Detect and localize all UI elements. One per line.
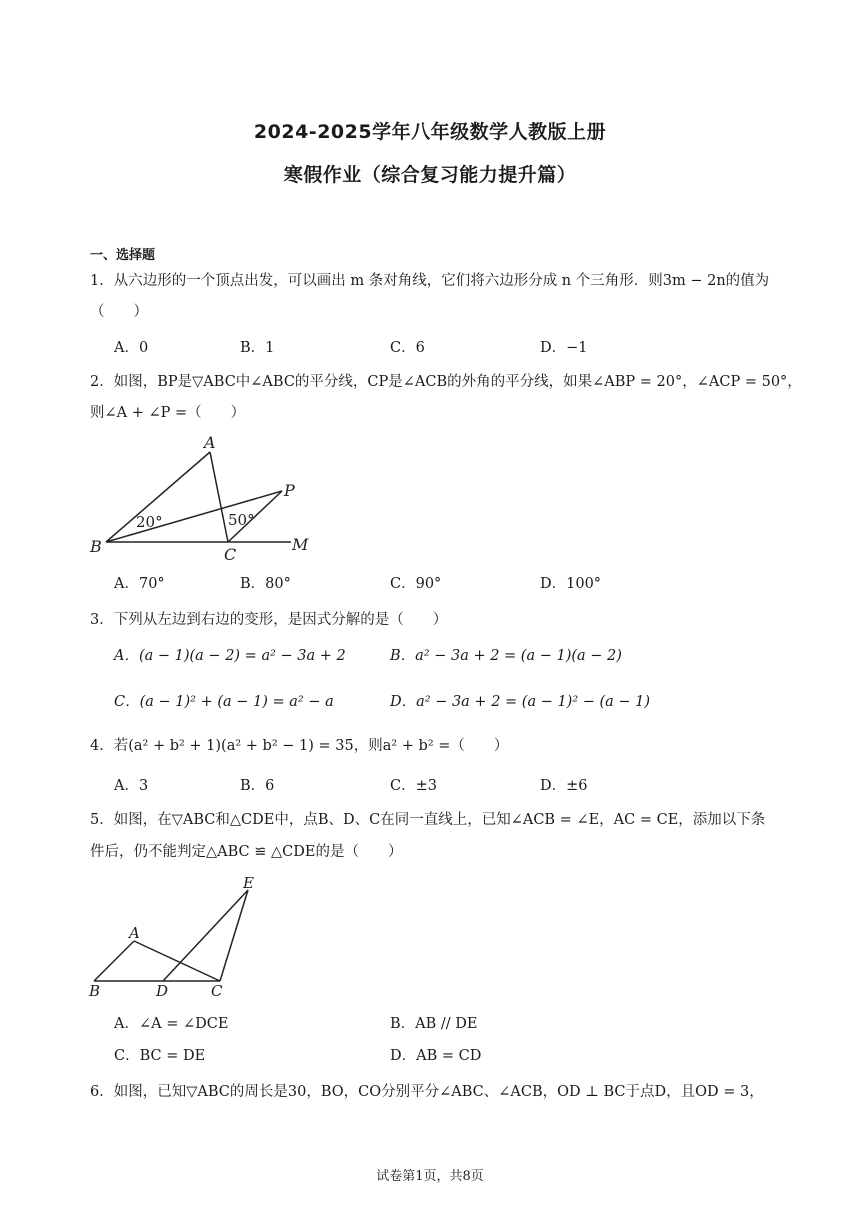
segment-ac [210, 452, 228, 542]
label-a: A [204, 433, 216, 452]
question-6-line-1 [90, 1082, 780, 1102]
page-title-line2: 寒假作业（综合复习能力提升篇） [283, 164, 577, 186]
label-b: B [90, 537, 102, 556]
question-1-option-d[interactable]: D．−1 [540, 340, 588, 356]
label-c: C [224, 545, 237, 564]
question-5-text: 如图，在▽ABC和△CDE中，点B、D、C在同一直线上，已知∠ACB = ∠E，AC = CE，添加以下条 [113, 812, 766, 828]
segment-de [163, 890, 248, 981]
segment-ce [220, 890, 248, 981]
question-1-line-2: （ ） [90, 304, 148, 320]
segment-ba [94, 941, 134, 981]
label-b: B [89, 982, 101, 1000]
question-3-option-c[interactable]: C．(a − 1)² + (a − 1) = a² − a [114, 694, 334, 710]
section-title: 一、选择题 [90, 248, 156, 263]
question-2-option-a[interactable]: A．70° [114, 576, 165, 592]
question-2-option-c[interactable]: C．90° [390, 576, 442, 592]
question-5-line-2: 件后，仍不能判定△ABC ≌ △CDE的是（ ） [90, 844, 403, 860]
question-5-option-c[interactable]: C．BC = DE [114, 1048, 206, 1064]
question-3-number: 3． [90, 612, 114, 628]
question-1-option-c[interactable]: C．6 [390, 340, 425, 356]
question-4-option-b[interactable]: B．6 [240, 778, 275, 794]
segment-ac [134, 941, 220, 981]
question-5-number: 5． [90, 812, 114, 828]
question-1-number: 1． [90, 273, 114, 289]
question-6-text: 如图，已知▽ABC的周长是30，BO，CO分别平分∠ABC、∠ACB，OD ⊥ BC于点D，且OD = 3， [113, 1084, 764, 1100]
label-p: P [284, 481, 295, 500]
label-angle-50: 50° [228, 511, 255, 529]
question-1-line-1 [90, 271, 780, 291]
question-4-option-a[interactable]: A．3 [114, 778, 149, 794]
question-5-option-a[interactable]: A．∠A = ∠DCE [114, 1016, 229, 1032]
question-3-option-d[interactable]: D．a² − 3a + 2 = (a − 1)² − (a − 1) [390, 694, 651, 710]
label-c: C [211, 982, 223, 1000]
label-a: A [129, 924, 140, 942]
page-footer: 试卷第1页，共8页 [376, 1169, 484, 1184]
question-5-line-1 [90, 810, 780, 830]
question-4-number: 4． [90, 738, 114, 754]
question-2-number: 2． [90, 374, 114, 390]
label-e: E [243, 874, 254, 892]
question-2-figure [86, 430, 326, 565]
question-2-option-d[interactable]: D．100° [540, 576, 602, 592]
question-4-option-d[interactable]: D．±6 [540, 778, 588, 794]
question-6-number: 6． [90, 1084, 114, 1100]
question-3-option-b[interactable]: B．a² − 3a + 2 = (a − 1)(a − 2) [390, 648, 622, 664]
question-2-text: 如图，BP是▽ABC中∠ABC的平分线，CP是∠ACB的外角的平分线，如果∠ABP = 20°，∠ACP = 50°， [113, 374, 802, 390]
question-4-line-1 [90, 736, 780, 756]
page-title-line1: 2024-2025学年八年级数学人教版上册 [253, 121, 607, 143]
question-2-option-b[interactable]: B．80° [240, 576, 291, 592]
question-3-line-1 [90, 610, 780, 630]
question-2-line-1 [90, 372, 802, 392]
question-4-text: 若(a² + b² + 1)(a² + b² − 1) = 35，则a² + b² =（ ） [113, 738, 509, 754]
question-2-line-2: 则∠A + ∠P =（ ） [90, 405, 246, 421]
question-3-option-a[interactable]: A．(a − 1)(a − 2) = a² − 3a + 2 [114, 648, 346, 664]
question-5-option-b[interactable]: B．AB // DE [390, 1016, 478, 1032]
question-1-option-b[interactable]: B．1 [240, 340, 275, 356]
question-4-option-c[interactable]: C．±3 [390, 778, 437, 794]
label-m: M [292, 535, 309, 554]
question-3-text: 下列从左边到右边的变形，是因式分解的是（ ） [113, 612, 448, 628]
label-angle-20: 20° [136, 513, 163, 531]
question-1-text: 从六边形的一个顶点出发，可以画出 m 条对角线，它们将六边形分成 n 个三角形．则3m − 2n的值为 [113, 273, 770, 289]
question-1-option-a[interactable]: A．0 [114, 340, 149, 356]
label-d: D [156, 982, 169, 1000]
question-5-figure [84, 870, 274, 1002]
question-5-option-d[interactable]: D．AB = CD [390, 1048, 482, 1064]
